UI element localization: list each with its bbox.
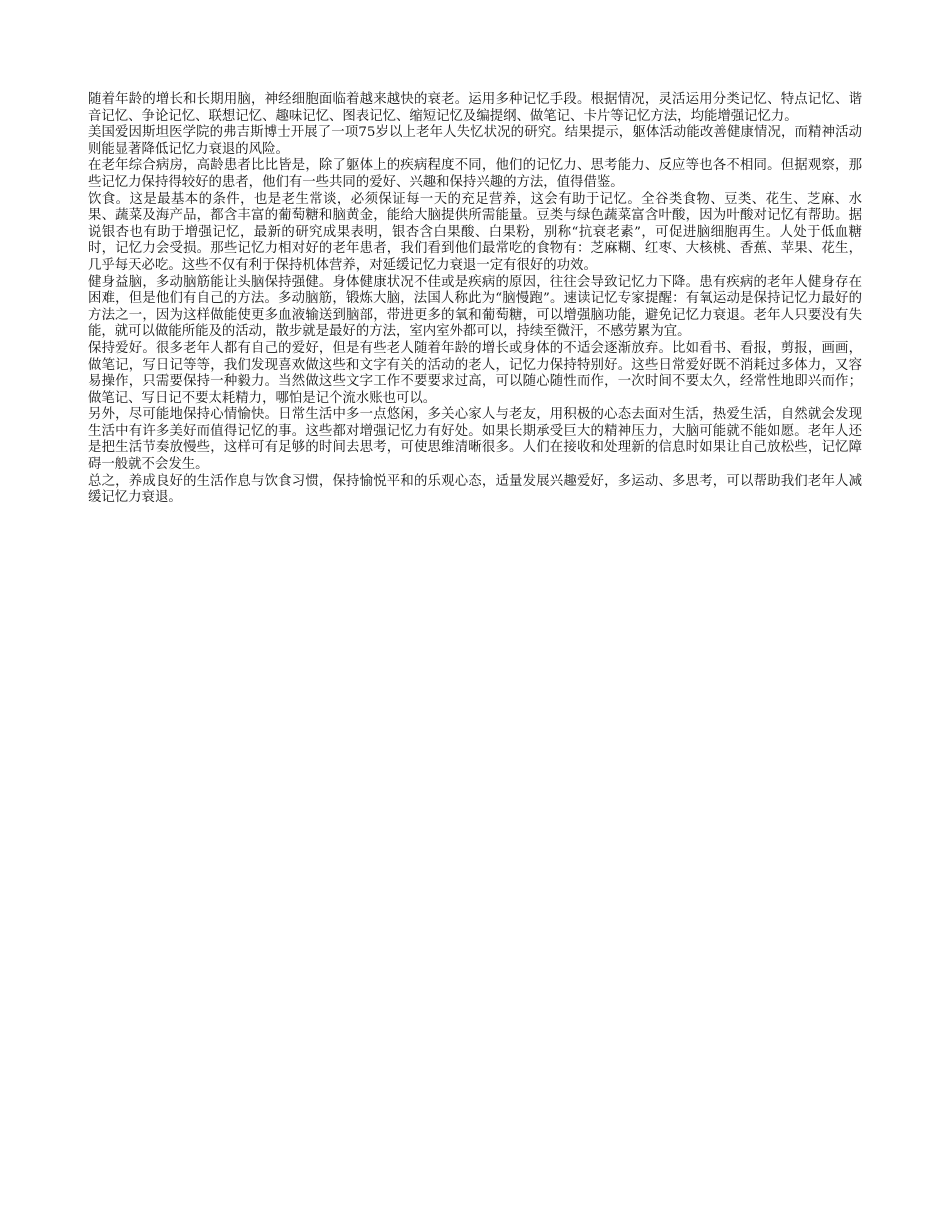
paragraph-ward-observation: 在老年综合病房，高龄患者比比皆是，除了躯体上的疾病程度不同，他们的记忆力、思考能力、反应等也各不相同。但据观察，那些记忆力保持得较好的患者，他们有一些共同的爱好、兴趣和保持兴趣的方法，值得借鉴。 [88, 158, 862, 190]
paragraph-conclusion: 总之，养成良好的生活作息与饮食习惯，保持愉悦平和的乐观心态，适量发展兴趣爱好，多运动、多思考，可以帮助我们老年人减缓记忆力衰退。 [88, 473, 862, 506]
paragraph-memory-methods: 随着年龄的增长和长期用脑，神经细胞面临着越来越快的衰老。运用多种记忆手段。根据情况，灵活运用分类记忆、特点记忆、谐音记忆、争论记忆、联想记忆、趣味记忆、图表记忆、缩短记忆及编提纲、做笔记、卡片等记忆方法，均能增强记忆力。 [88, 92, 862, 124]
paragraph-einstein-study: 美国爱因斯坦医学院的弗吉斯博士开展了一项75岁以上老年人失忆状况的研究。结果提示，躯体活动能改善健康情况，而精神活动则能显著降低记忆力衰退的风险。 [88, 125, 862, 157]
paragraph-mood: 另外，尽可能地保持心情愉快。日常生活中多一点悠闲，多关心家人与老友，用积极的心态去面对生活，热爱生活，自然就会发现生活中有许多美好而值得记忆的事。这些都对增强记忆力有好处。如果长期承受巨大的精神压力，大脑可能就不能如愿。老年人还是把生活节奏放慢些，这样可有足够的时间去思考，可使思维清晰很多。人们在接收和处理新的信息时如果让自己放松些，记忆障碍一般就不会发生。 [88, 407, 862, 473]
paragraph-diet: 饮食。这是最基本的条件，也是老生常谈，必须保证每一天的充足营养，这会有助于记忆。全谷类食物、豆类、花生、芝麻、水果、蔬菜及海产品，都含丰富的葡萄糖和脑黄金，能给大脑提供所需能量。豆类与绿色蔬菜富含叶酸，因为叶酸对记忆有帮助。据说银杏也有助于增强记忆，最新的研究成果表明，银杏含白果酸、白果粉，别称“抗衰老素”，可促进脑细胞再生。人处于低血糖时，记忆力会受损。那些记忆力相对好的老年患者，我们看到他们最常吃的食物有：芝麻糊、红枣、大核桃、香蕉、苹果、花生，几乎每天必吃。这些不仅有利于保持机体营养，对延缓记忆力衰退一定有很好的功效。 [88, 191, 862, 273]
paragraph-hobbies: 保持爱好。很多老年人都有自己的爱好，但是有些老人随着年龄的增长或身体的不适会逐渐放弃。比如看书、看报，剪报，画画，做笔记，写日记等等，我们发现喜欢做这些和文字有关的活动的老人，记忆力保持特别好。这些日常爱好既不消耗过多体力，又容易操作，只需要保持一种毅力。当然做这些文字工作不要要求过高，可以随心随性而作，一次时间不要太久，经常性地即兴而作；做笔记、写日记不要太耗精力，哪怕是记个流水账也可以。 [88, 340, 862, 406]
paragraph-exercise-brain: 健身益脑，多动脑筋能让头脑保持强健。身体健康状况不佳或是疾病的原因，往往会导致记忆力下降。患有疾病的老年人健身存在困难，但是他们有自己的方法。多动脑筋，锻炼大脑，法国人称此为“脑慢跑”。速读记忆专家提醒：有氧运动是保持记忆力最好的方法之一，因为这样做能使更多血液输送到脑部，带进更多的氧和葡萄糖，可以增强脑功能，避免记忆力衰退。老年人只要没有失能，就可以做能所能及的活动，散步就是最好的方法，室内室外都可以，持续至微汗，不感劳累为宜。 [88, 274, 862, 340]
document-body [88, 92, 862, 507]
